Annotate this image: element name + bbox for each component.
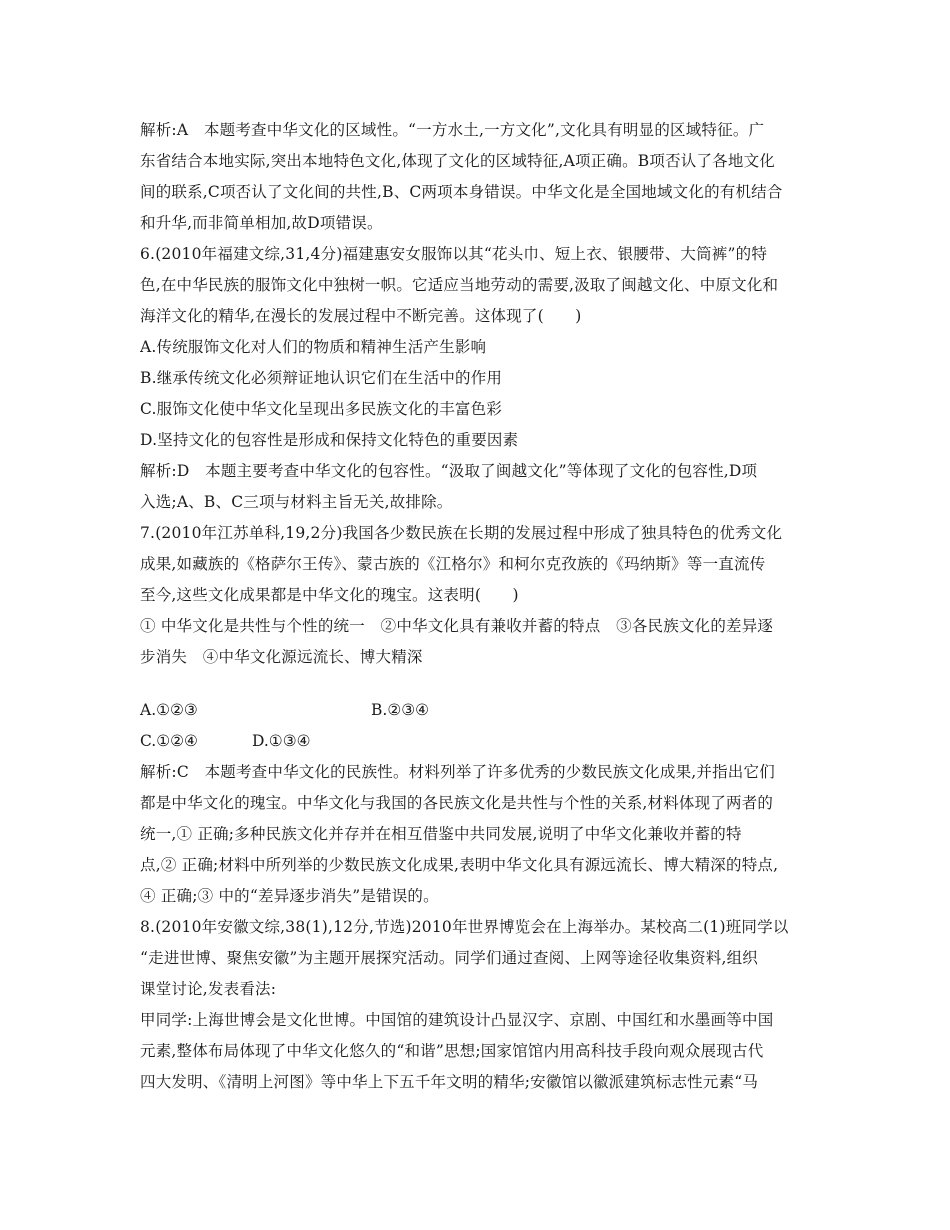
question-6-stem: 6.(2010年福建文综,31,4分)福建惠安女服饰以其“花头巾、短上衣、银腰带、大筒裤”的特 (140, 245, 768, 263)
text-line: 元素,整体布局体现了中华文化悠久的“和谐”思想;国家馆馆内用高科技手段向观众展现古代 (140, 1042, 764, 1060)
text-block-1 (140, 115, 815, 673)
text-line: 统一,① 正确;多种民族文化并存并在相互借鉴中共同发展,说明了中华文化兼收并蓄的特 (140, 825, 742, 843)
text-line: 成果,如藏族的《格萨尔王传》、蒙古族的《江格尔》和柯尔克孜族的《玛纳斯》等一直流传 (140, 555, 766, 573)
question-7-statements: ① 中华文化是共性与个性的统一 ②中华文化具有兼收并蓄的特点 ③各民族文化的差异逐 (140, 617, 774, 635)
document-page (140, 115, 815, 1098)
question-6-option-b: B.继承传统文化必须辩证地认识它们在生活中的作用 (140, 369, 503, 387)
text-line: 色,在中华民族的服饰文化中独树一帜。它适应当地劳动的需要,汲取了闽越文化、中原文化和 (140, 276, 779, 294)
text-line: 课堂讨论,发表看法: (140, 980, 277, 998)
answer-analysis: 解析:D 本题主要考查中华文化的包容性。“汲取了闽越文化”等体现了文化的包容性,D项 (140, 462, 758, 480)
text-line: 点,② 正确;材料中所列举的少数民族文化成果,表明中华文化具有源远流长、博大精深的特点, (140, 856, 779, 874)
question-7-option-b: B.②③④ (371, 701, 430, 719)
text-line: 至今,这些文化成果都是中华文化的瑰宝。这表明( ) (140, 586, 519, 604)
text-line: 间的联系,C项否认了文化间的共性,B、C两项本身错误。中华文化是全国地域文化的有机结合 (140, 183, 783, 201)
options-row-1 (140, 695, 815, 726)
options-row-2 (140, 726, 815, 757)
text-line: 甲同学:上海世博会是文化世博。中国馆的建筑设计凸显汉字、京剧、中国红和水墨画等中国 (140, 1011, 774, 1029)
text-line: 都是中华文化的瑰宝。中华文化与我国的各民族文化是共性与个性的关系,材料体现了两者的 (140, 794, 774, 812)
text-line: 解析:A 本题考查中华文化的区域性。“一方水土,一方文化”,文化具有明显的区域特征。广 (140, 121, 765, 139)
question-6-option-c: C.服饰文化使中华文化呈现出多民族文化的丰富色彩 (140, 400, 503, 418)
question-8-stem: 8.(2010年安徽文综,38(1),12分,节选)2010年世界博览会在上海举办。某校高二(1)班同学以 (140, 918, 789, 936)
question-7-option-c: C.①②④ (140, 732, 198, 750)
question-7-option-a: A.①②③ (140, 701, 198, 719)
text-line: “走进世博、聚焦安徽”为主题开展探究活动。同学们通过查阅、上网等途径收集资料,组织 (140, 949, 758, 967)
question-7-stem: 7.(2010年江苏单科,19,2分)我国各少数民族在长期的发展过程中形成了独具特色的优秀文化 (140, 524, 783, 542)
question-7-options (140, 695, 815, 757)
text-line: 海洋文化的精华,在漫长的发展过程中不断完善。这体现了( ) (140, 307, 582, 325)
text-line: ④ 正确;③ 中的“差异逐步消失”是错误的。 (140, 887, 439, 905)
text-line: 和升华,而非简单相加,故D项错误。 (140, 214, 383, 232)
question-7-option-d: D.①③④ (252, 732, 311, 750)
text-block-2 (140, 757, 815, 1098)
question-6-option-a: A.传统服饰文化对人们的物质和精神生活产生影响 (140, 338, 487, 356)
text-line: 东省结合本地实际,突出本地特色文化,体现了文化的区域特征,A项正确。B项否认了各地文化 (140, 152, 775, 170)
text-line: 入选;A、B、C三项与材料主旨无关,故排除。 (140, 493, 453, 511)
answer-analysis: 解析:C 本题考查中华文化的民族性。材料列举了许多优秀的少数民族文化成果,并指出它们 (140, 763, 775, 781)
spacer (140, 673, 815, 695)
text-line: 四大发明、《清明上河图》等中华上下五千年文明的精华;安徽馆以徽派建筑标志性元素“马 (140, 1073, 759, 1091)
question-6-option-d: D.坚持文化的包容性是形成和保持文化特色的重要因素 (140, 431, 519, 449)
text-line: 步消失 ④中华文化源远流长、博大精深 (140, 648, 423, 666)
